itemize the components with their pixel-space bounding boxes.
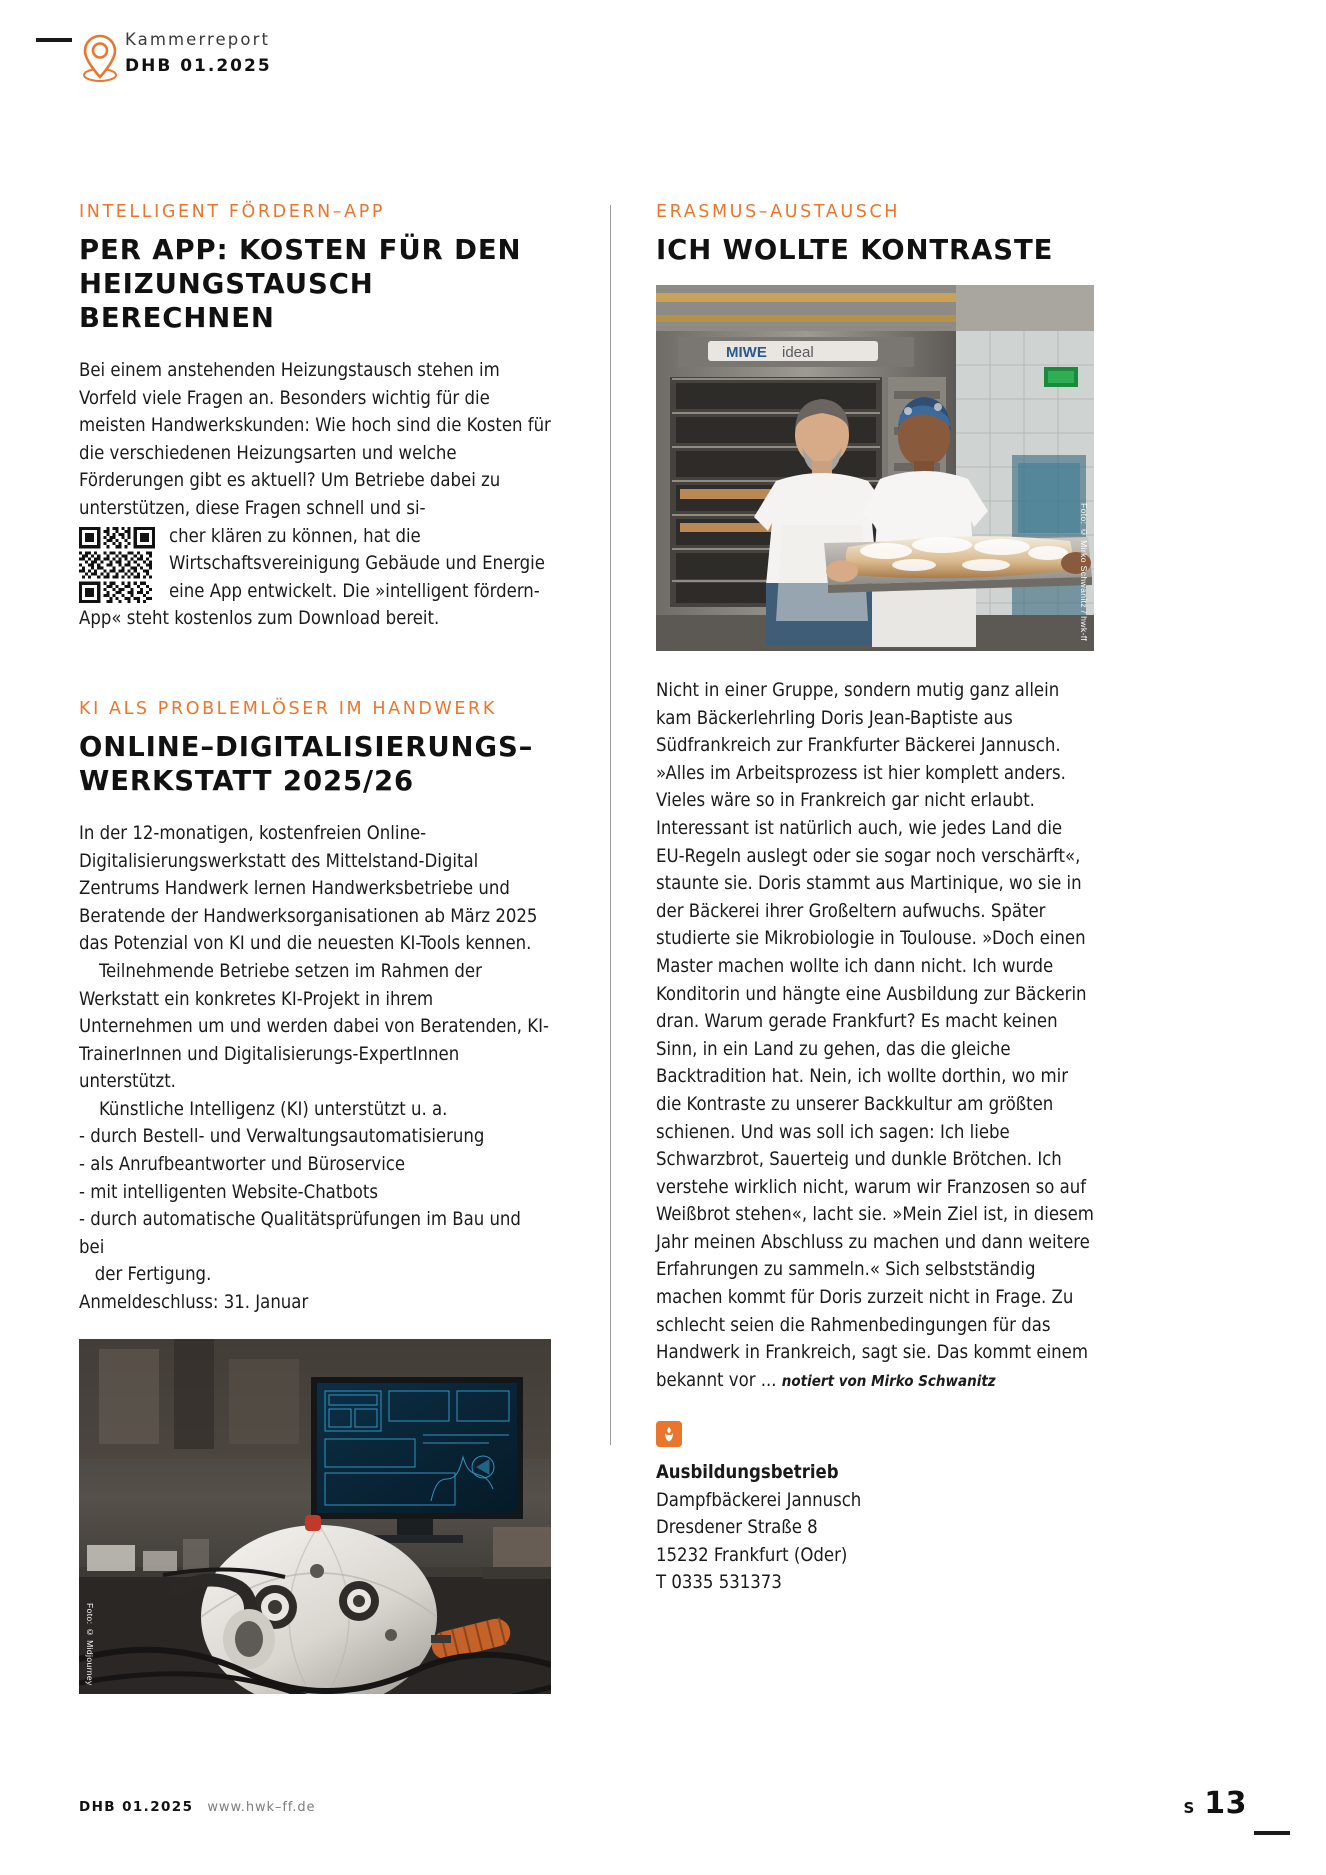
right-article-text <box>656 677 1094 1395</box>
contact-block <box>656 1421 1094 1597</box>
article2-bullet-1: - als Anrufbeantworter und Büroservice <box>79 1154 406 1176</box>
contact-company: Dampfbäckerei Jannusch <box>656 1489 862 1511</box>
masthead-rule <box>36 38 72 42</box>
robot-workshop-photo <box>79 1339 551 1694</box>
article1-headline-line2: HEIZUNGSTAUSCH BERECHNEN <box>79 268 374 334</box>
bakery-apprentices-photo <box>656 285 1094 651</box>
bakery-badge-icon <box>656 1421 682 1447</box>
article1-paragraph-part1: Bei einem anstehenden Heizungstausch stehen im Vorfeld viele Fragen an. Besonders wichtig für die meisten Handwerkskunden: Wie hoch sind die Kosten für die verschiedenen Heizungsarten und welche Förderungen gibt es aktuell? Um Betriebe dabei zu unterstützen, diese Fragen schnell und si- <box>79 360 551 519</box>
contact-street: Dresdener Straße 8 <box>656 1517 818 1539</box>
masthead <box>0 30 1326 90</box>
right-article-body <box>656 677 1094 1395</box>
article2-body <box>79 820 551 1317</box>
article2-bullet-4: der Fertigung. <box>79 1264 212 1286</box>
svg-text:MIWE: MIWE <box>726 344 767 361</box>
article1-kicker: INTELLIGENT FÖRDERN–APP <box>79 202 386 222</box>
page-footer <box>0 1755 1326 1875</box>
footer-rule <box>1254 1831 1290 1835</box>
footer-left <box>79 1799 315 1815</box>
svg-text:ideal: ideal <box>782 344 814 361</box>
article1-paragraph-part2: cher klären zu können, hat die Wirtschaftsvereinigung Gebäude und Energie eine App entwickelt. Die »intelligent fördern-App« steht kostenlos zum Download bereit. <box>79 525 545 630</box>
issue-label: DHB 01.2025 <box>125 56 272 76</box>
article2-kicker: KI ALS PROBLEMLÖSER IM HANDWERK <box>79 698 497 719</box>
masthead-text <box>125 30 272 77</box>
article2-paragraph-1: In der 12-monatigen, kostenfreien Online-Digitalisierungswerkstatt des Mittelstand-Digital Zentrums Handwerk lernen Handwerksbetriebe und Beratende der Handwerksorganisationen ab März 2025 das Potenzial von KI und die neuesten KI-Tools kennen. <box>79 822 538 955</box>
article2-paragraph-3: Künstliche Intelligenz (KI) unterstützt u. a. <box>99 1098 448 1120</box>
footer-issue: DHB 01.2025 <box>79 1799 194 1815</box>
publication-name: Kammerreport <box>125 30 271 49</box>
article2-headline-line2: WERKSTATT 2025/26 <box>79 764 415 797</box>
column-divider <box>610 205 611 1445</box>
article2-bullet-0: - durch Bestell- und Verwaltungsautomatisierung <box>79 1126 485 1148</box>
right-article-headline: ICH WOLLTE KONTRASTE <box>656 234 1054 266</box>
article2-deadline: Anmeldeschluss: 31. Januar <box>79 1292 309 1314</box>
right-article-kicker: ERASMUS–AUSTAUSCH <box>656 202 901 222</box>
location-pin-icon <box>80 32 120 84</box>
article2-headline <box>79 730 551 798</box>
page-number: 13 <box>1204 1786 1247 1821</box>
right-article-byline: notiert von Mirko Schwanitz <box>781 1371 996 1390</box>
article1-body <box>79 357 551 633</box>
contact-city: 15232 Frankfurt (Oder) <box>656 1544 848 1566</box>
footer-right <box>1183 1786 1247 1821</box>
left-column <box>79 200 551 1694</box>
right-article-body-text: Nicht in einer Gruppe, sondern mutig ganz allein kam Bäckerlehrling Doris Jean-Baptiste aus Südfrankreich zur Frankfurter Bäckerei Jannusch. »Alles im Arbeitsprozess ist hier komplett anders. Vieles wäre so in Frankreich gar nicht erlaubt. Interessant ist natürlich auch, wie jedes Land die EU-Regeln auslegt oder sie sogar noch verschärft«, staunte sie. Doris stammt aus Martinique, wo sie in der Bäckerei ihrer Großeltern aufwuchs. Später studierte sie Mikrobiologie in Toulouse. »Doch einen Master machen wollte ich dann nicht. Ich wurde Konditorin und hängte eine Ausbildung zur Bäckerin dran. Warum gerade Frankfurt? Es macht keinen Sinn, in ein Land zu gehen, das die gleiche Backtradition hat. Nein, ich wollte dorthin, wo mir die Kontraste zu unserer Backkultur am größten schienen. Und was soll ich sagen: Ich liebe Schwarzbrot, Sauerteig und dunkle Brötchen. Ich verstehe wirklich nicht, warum wir Franzosen so auf Weißbrot stehen«, lacht sie. »Mein Ziel ist, in diesem Jahr meinen Abschluss zu machen und dann weitere Erfahrungen zu sammeln.« Sich selbstständig machen kommt für Doris zurzeit nicht in Frage. Zu schlecht seien die Rahmenbedingungen für das Handwerk in Frankreich, sagt sie. Das kommt einem bekannt vor ... <box>656 680 1094 1391</box>
article-digitalisierungswerkstatt <box>79 697 551 1694</box>
article-intelligent-foerdern-app <box>79 200 551 633</box>
article2-paragraph-2: Teilnehmende Betriebe setzen im Rahmen der Werkstatt ein konkretes KI-Projekt in ihrem Unternehmen um und werden dabei von Beratenden, KI-TrainerInnen und Digitalisierungs-ExpertInnen unterstützt. <box>79 960 550 1093</box>
page-prefix: S <box>1183 1799 1196 1817</box>
bakery-photo-credit: Foto: © Mirko Schwanitz / hwk-ff <box>1079 502 1089 641</box>
article2-bullet-2: - mit intelligenten Website-Chatbots <box>79 1181 379 1203</box>
article1-headline-line1: PER APP: KOSTEN FÜR DEN <box>79 234 522 266</box>
article1-headline <box>79 233 551 335</box>
robot-photo-credit: Foto: © Midjourney <box>85 1602 95 1686</box>
contact-phone: T 0335 531373 <box>656 1572 782 1594</box>
article2-bullet-3: - durch automatische Qualitätsprüfungen im Bau und bei <box>79 1209 521 1258</box>
qr-code-icon-app[interactable] <box>79 527 155 603</box>
article2-headline-line1: ONLINE–DIGITALISIERUNGS– <box>79 730 534 763</box>
contact-label: Ausbildungsbetrieb <box>656 1462 839 1484</box>
footer-url[interactable]: www.hwk–ff.de <box>207 1800 316 1815</box>
right-column <box>656 200 1094 1597</box>
